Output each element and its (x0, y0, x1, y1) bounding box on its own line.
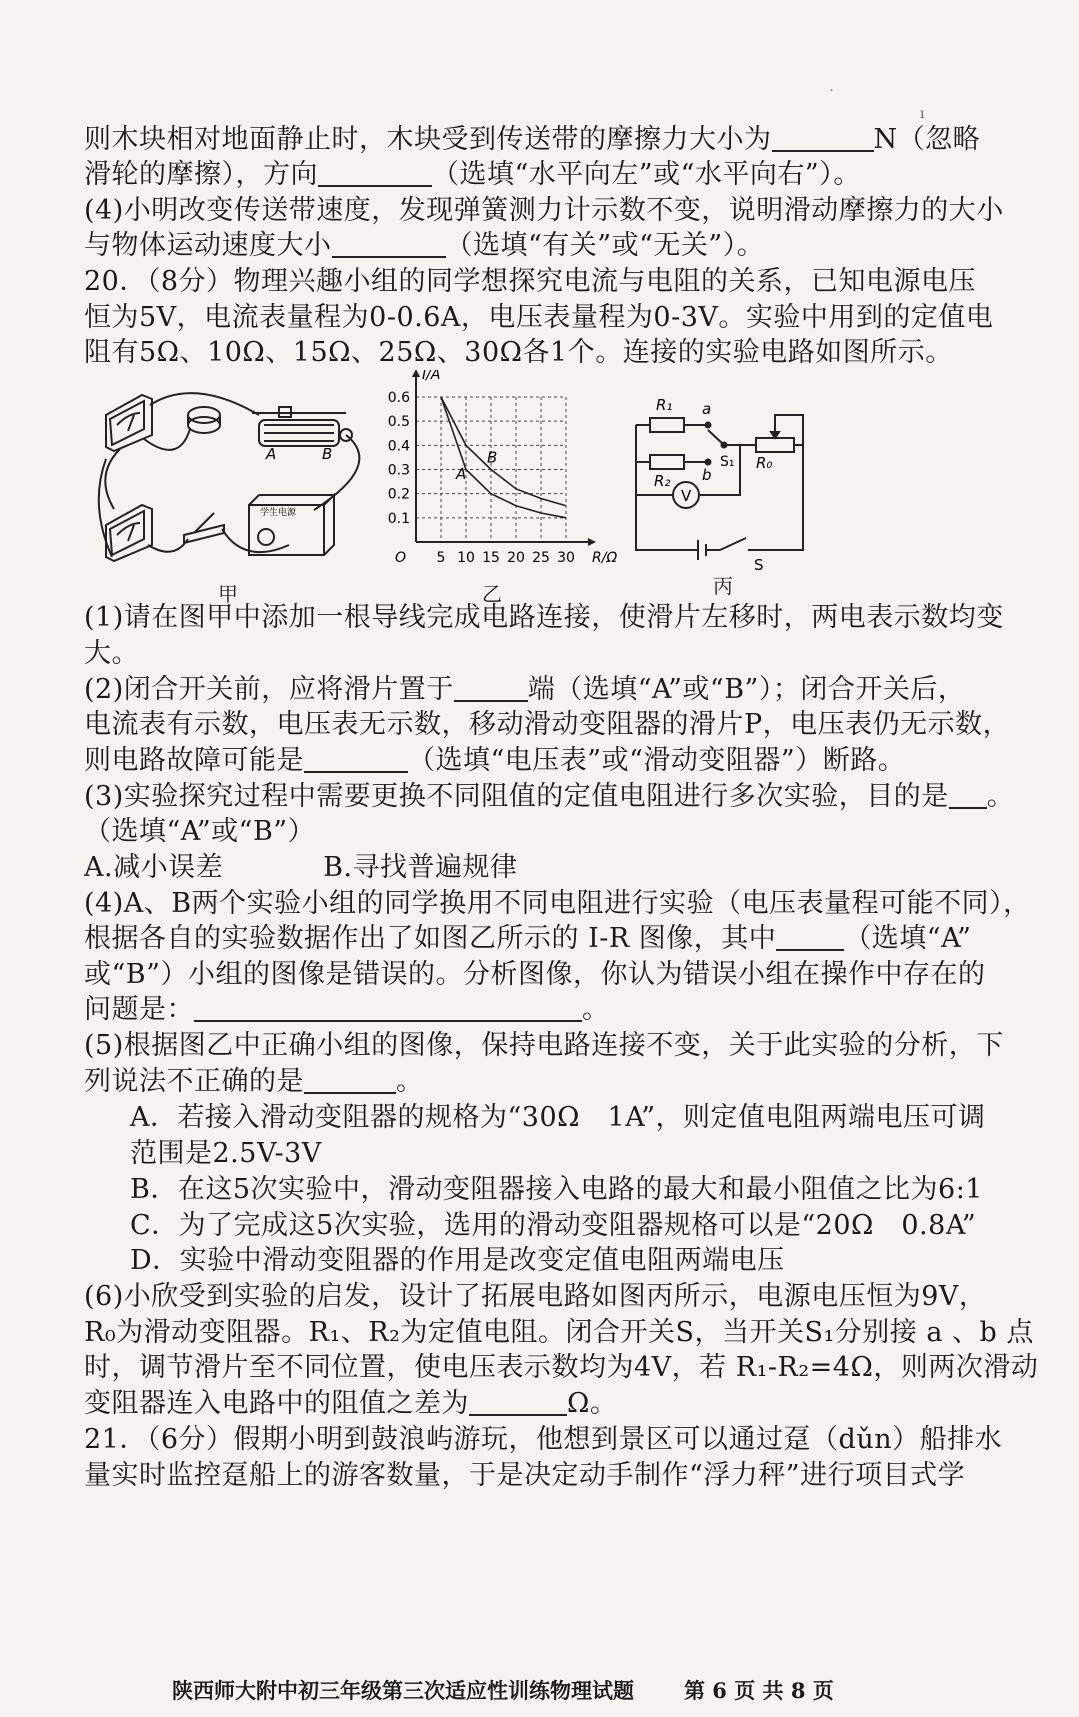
text-line (84, 1028, 1004, 1064)
text: 阻有5Ω、10Ω、15Ω、25Ω、30Ω各1个。连接的实验电路如图所示。 (84, 337, 953, 368)
slider-end-a-label: A (266, 445, 277, 463)
text-line (84, 921, 971, 957)
y-tick-label: 0.2 (387, 486, 410, 503)
text: 与物体运动速度大小 (84, 230, 332, 261)
y-tick-label: 0.4 (387, 438, 410, 455)
x-tick-label: 10 (457, 550, 475, 566)
text: 恒为5V，电流表量程为0-0.6A，电压表量程为0-3V。实验中用到的定值电 (84, 302, 994, 333)
answer-blank (469, 1388, 567, 1416)
voltmeter-icon (106, 395, 152, 451)
answer-blank (454, 674, 528, 702)
text: 量实时监控趸船上的游客数量，于是决定动手制作“浮力秤”进行项目式学 (84, 1460, 966, 1491)
label-s1: S₁ (720, 454, 735, 470)
resistor-r2-icon (650, 455, 684, 469)
text: 电流表有示数，电压表无示数，移动滑动变阻器的滑片P，电压表仍无示数， (84, 709, 1011, 740)
text: (1)请在图甲中添加一根导线完成电路连接，使滑片左移时，两电表示数均变 (84, 602, 1004, 633)
text-line (84, 193, 1004, 229)
text-line (130, 1172, 983, 1208)
series-b-label: B (487, 448, 498, 467)
answer-blank (949, 781, 987, 809)
figure-bing-circuit (628, 390, 818, 575)
text-line (84, 122, 980, 158)
text: 滑轮的摩擦），方向 (84, 159, 318, 190)
option-b: B.寻找普遍规律 (323, 852, 518, 883)
text: (2)闭合开关前，应将滑片置于 (84, 674, 454, 705)
label-b: b (702, 466, 712, 484)
text-line (84, 228, 764, 264)
x-tick-label: 5 (436, 550, 446, 566)
text: (4)A、B两个实验小组的同学换用不同电阻进行实验（电压表量程可能不同）， (84, 888, 1031, 919)
text: (5)根据图乙中正确小组的图像，保持电路连接不变，关于此实验的分析，下 (84, 1030, 1004, 1061)
text: 。 (986, 781, 1015, 812)
x-tick-label: 30 (557, 550, 575, 566)
text-line (84, 157, 861, 193)
text: 时，调节滑片至不同位置，使电压表示数均为4V，若 R₁-R₂=4Ω，则两次滑动 (84, 1352, 1039, 1383)
label-r1: R₁ (656, 396, 673, 414)
answer-blank (776, 923, 844, 951)
power-supply-label: 学生电源 (260, 508, 297, 518)
text: (6)小欣受到实验的启发，设计了拓展电路如图丙所示，电源电压恒为9V， (84, 1281, 987, 1312)
text-line (84, 850, 518, 886)
option-a: A．若接入滑动变阻器的规格为“30Ω 1A”，则定值电阻两端电压可调 (130, 1102, 986, 1133)
y-tick-label: 0.3 (387, 462, 410, 479)
text-line (84, 957, 985, 993)
figure-yi-chart (380, 370, 640, 580)
label-v: V (681, 487, 692, 505)
text: R₀为滑动变阻器。R₁、R₂为定值电阻。闭合开关S，当开关S₁分别接 a 、b 点 (84, 1317, 1034, 1348)
label-s: S (754, 556, 764, 574)
text: 20．（8分）物理兴趣小组的同学想探究电流与电阻的关系，已知电源电压 (84, 266, 977, 297)
answer-blank (304, 745, 408, 773)
y-axis-arrow (412, 370, 420, 377)
text: Ω。 (567, 1388, 618, 1419)
origin-label: O (394, 550, 406, 566)
text-line (84, 886, 1031, 922)
text-line (84, 600, 1004, 636)
x-axis-arrow (588, 538, 596, 546)
text: （选填“A”或“B”） (84, 816, 316, 847)
text-line (84, 814, 315, 850)
series-a-label: A (456, 465, 467, 484)
text: 或“B”）小组的图像是错误的。分析图像，你认为错误小组在操作中存在的 (84, 959, 986, 990)
text: 则电路故障可能是 (84, 745, 304, 776)
slider-end-b-label: B (322, 445, 333, 463)
text: 端（选填“A”或“B”）；闭合开关后， (527, 674, 966, 705)
option-d: D．实验中滑动变阻器的作用是改变定值电阻两端电压 (130, 1245, 785, 1276)
footer-school: 陕西师大附中初三年级第三次适应性训练物理试题 (172, 1678, 634, 1703)
text-line (84, 707, 1010, 743)
answer-blank (304, 1066, 396, 1094)
option-b: B．在这5次实验中，滑动变阻器接入电路的最大和最小阻值之比为6:1 (130, 1174, 983, 1205)
text: N（忽略 (873, 124, 981, 155)
question-21-heading (84, 1422, 1002, 1458)
figure-bing-caption: 丙 (713, 574, 733, 598)
text-line (84, 1350, 1038, 1386)
question-20-heading (84, 264, 976, 300)
label-a: a (702, 400, 712, 418)
label-r0: R₀ (756, 454, 773, 472)
text: 21．（6分）假期小明到鼓浪屿游玩，他想到景区可以通过趸（dǔn）船排水 (84, 1424, 1003, 1455)
text-line (84, 1315, 1034, 1351)
text-line (130, 1208, 976, 1244)
answer-blank (772, 124, 874, 152)
text-line (84, 779, 1014, 815)
x-tick-label: 15 (482, 550, 500, 566)
y-axis-label: I/A (422, 370, 441, 383)
text-line (130, 1100, 986, 1136)
text-line (84, 1458, 965, 1494)
text-line (84, 1386, 617, 1422)
text: 变阻器连入电路中的阻值之差为 (84, 1388, 469, 1419)
text: (4)小明改变传送带速度，发现弹簧测力计示数不变，说明滑动摩擦力的大小 (84, 195, 1004, 226)
figure-yi-caption: 乙 (482, 582, 502, 606)
text-line (84, 1279, 986, 1315)
answer-blank (194, 994, 582, 1022)
label-r2: R₂ (654, 472, 671, 490)
x-tick-label: 25 (532, 550, 550, 566)
text: 。 (396, 1066, 424, 1097)
resistor-r1-icon (650, 418, 684, 432)
text-line (84, 636, 139, 672)
figure-jia-caption: 甲 (218, 582, 238, 606)
text: 范围是2.5V-3V (130, 1138, 322, 1169)
text: 大。 (84, 638, 139, 669)
y-tick-label: 0.1 (387, 510, 410, 527)
text: （选填“有关”或“无关”）。 (445, 230, 765, 261)
rheostat-r0-icon (756, 438, 794, 452)
text-line (84, 335, 953, 371)
y-tick-label: 0.5 (387, 414, 410, 431)
text: 。 (582, 994, 610, 1025)
text: 问题是： (84, 994, 194, 1025)
text: 则木块相对地面静止时，木块受到传送带的摩擦力大小为 (84, 124, 772, 155)
text: 列说法不正确的是 (84, 1066, 304, 1097)
text: （选填“水平向左”或“水平向右”）。 (432, 159, 861, 190)
x-tick-label: 20 (507, 550, 525, 566)
scan-speck: ı (920, 106, 925, 122)
answer-blank (318, 159, 432, 187)
text-line (130, 1136, 322, 1172)
text: (3)实验探究过程中需要更换不同阻值的定值电阻进行多次实验，目的是 (84, 781, 949, 812)
footer-page-number: 第 6 页 共 8 页 (684, 1678, 834, 1703)
text: （选填“电压表”或“滑动变阻器”）断路。 (408, 745, 906, 776)
figure-jia-apparatus (84, 385, 384, 575)
option-c: C．为了完成这5次实验，选用的滑动变阻器规格可以是“20Ω 0.8A” (130, 1210, 977, 1241)
text-line (84, 1064, 424, 1100)
text-line (84, 992, 610, 1028)
text: 根据各自的实验数据作出了如图乙所示的 I-R 图像，其中 (84, 923, 777, 954)
text: （选填“A” (844, 923, 972, 954)
scan-speck: ˙ (828, 88, 835, 104)
text-line (84, 672, 965, 708)
x-axis-label: R/Ω (592, 550, 618, 566)
text-line (84, 743, 905, 779)
ammeter-icon (106, 505, 152, 561)
answer-blank (332, 230, 446, 258)
switch-icon (184, 525, 224, 543)
switch-s-icon (720, 538, 746, 550)
text-line (84, 300, 993, 336)
y-tick-label: 0.6 (387, 390, 410, 406)
option-a: A.减小误差 (84, 852, 224, 883)
text-line (130, 1243, 785, 1279)
